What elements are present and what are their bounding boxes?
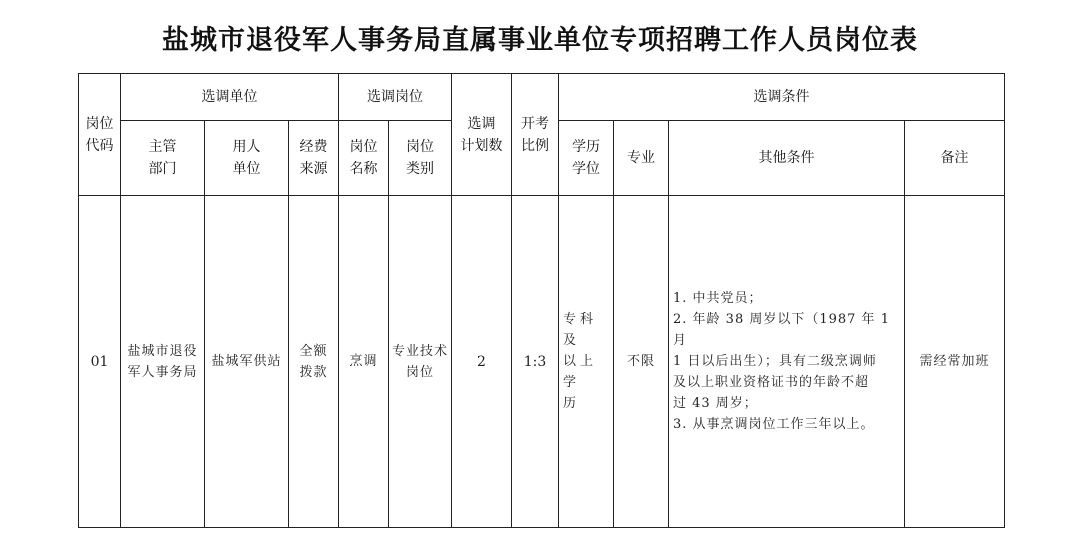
header-post-type: 岗位 类别 — [389, 121, 452, 196]
header-post-group: 选调岗位 — [339, 74, 452, 121]
cell-exam-ratio: 1:3 — [512, 196, 559, 528]
cell-other-conditions: 1. 中共党员； 2. 年龄 38 周岁以下（1987 年 1 月 1 日以后出生）；具有二级烹调师 及以上职业资格证书的年龄不超 过 43 周岁； 3. 从事烹调岗位工作三年以上。 — [669, 196, 905, 528]
cell-employer: 盐城军供站 — [205, 196, 289, 528]
cell-funding: 全额 拨款 — [289, 196, 339, 528]
header-exam-ratio: 开考 比例 — [512, 74, 559, 196]
position-table — [78, 73, 1005, 528]
cell-education: 专科及 以上学 历 — [559, 196, 614, 528]
header-department: 主管 部门 — [121, 121, 205, 196]
header-unit-group: 选调单位 — [121, 74, 339, 121]
header-employer: 用人 单位 — [205, 121, 289, 196]
cell-remark: 需经常加班 — [905, 196, 1005, 528]
header-other-conditions: 其他条件 — [669, 121, 905, 196]
header-plan-count: 选调 计划数 — [452, 74, 512, 196]
cell-post-type: 专业技术 岗位 — [389, 196, 452, 528]
header-funding: 经费 来源 — [289, 121, 339, 196]
cell-post-code: 01 — [79, 196, 121, 528]
cell-plan-count: 2 — [452, 196, 512, 528]
cell-post-name: 烹调 — [339, 196, 389, 528]
header-remark: 备注 — [905, 121, 1005, 196]
header-post-name: 岗位 名称 — [339, 121, 389, 196]
cell-major: 不限 — [614, 196, 669, 528]
cell-department: 盐城市退役 军人事务局 — [121, 196, 205, 528]
table-row — [79, 196, 1005, 528]
header-conditions-group: 选调条件 — [559, 74, 1005, 121]
header-post-code: 岗位 代码 — [79, 74, 121, 196]
header-education: 学历 学位 — [559, 121, 614, 196]
page-title: 盐城市退役军人事务局直属事业单位专项招聘工作人员岗位表 — [162, 25, 918, 56]
header-major: 专业 — [614, 121, 669, 196]
